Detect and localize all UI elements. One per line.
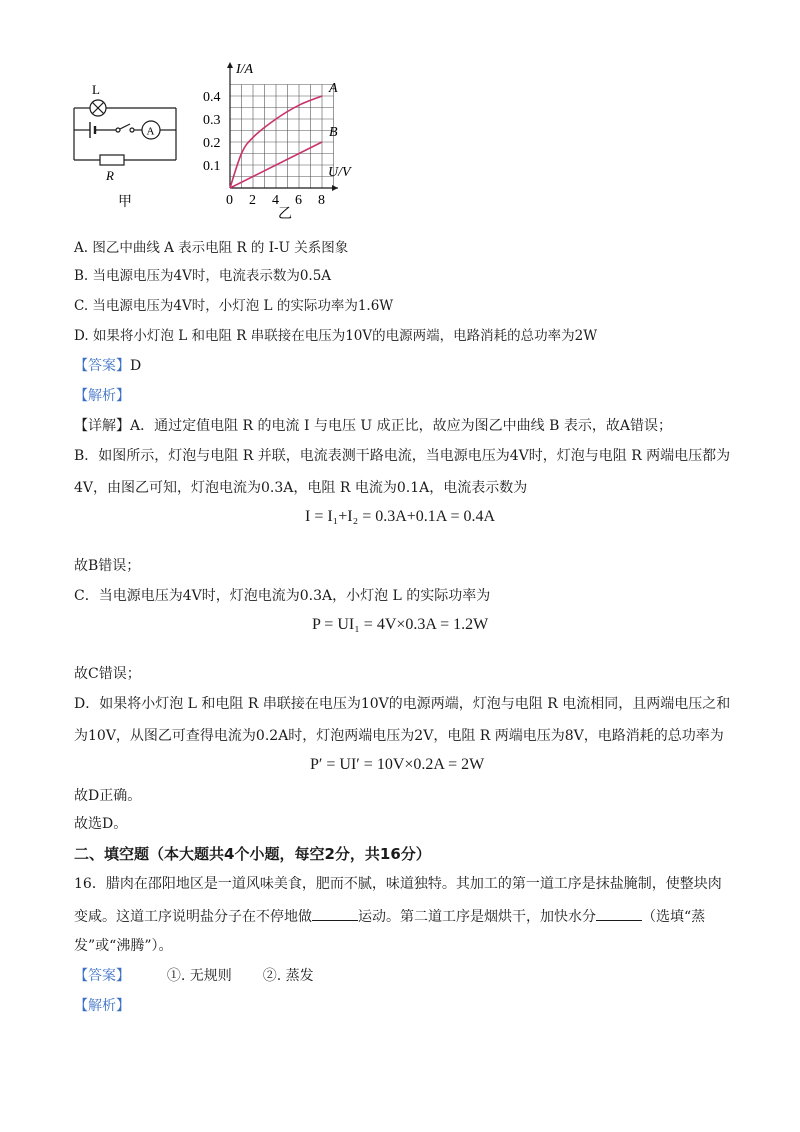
detail-text-1: A．通过定值电阻 R 的电流 I 与电压 U 成正比，故应为图乙中曲线 B 表示，故A错误； bbox=[130, 418, 672, 434]
graph-grid bbox=[230, 85, 334, 189]
q16-answer-1: ①. 无规则 bbox=[166, 968, 232, 984]
detail-line-2: B．如图所示，灯泡与电阻 R 并联，电流表测干路电流，当电源电压为4V时，灯泡与电阻 R 两端电压都为 bbox=[74, 448, 731, 464]
detail-line-1 bbox=[74, 416, 672, 436]
option-c: C. 当电源电压为4V时，小灯泡 L 的实际功率为1.6W bbox=[74, 298, 394, 314]
equation-1: I = I₁+I₂ = 0.3A+0.1A = 0.4A bbox=[305, 508, 496, 525]
equation-2: P = UI₁ = 4V×0.3A = 1.2W bbox=[312, 616, 489, 633]
option-d: D. 如果将小灯泡 L 和电阻 R 串联接在电压为10V的电源两端，电路消耗的总功率为2W bbox=[74, 328, 598, 344]
q16-text-2a: 变咸。这道工序说明盐分子在不停地做 bbox=[74, 909, 312, 925]
q16-answer-tag: 【答案】 bbox=[74, 968, 130, 984]
q16-text-2b: 运动。第二道工序是烟烘干，加快水分 bbox=[358, 909, 596, 925]
q16-line-1: 16．腊肉在邵阳地区是一道风味美食，肥而不腻，味道独特。其加工的第一道工序是抹盐腌制，使整块肉 bbox=[74, 876, 722, 892]
detail-line-3: 4V，由图乙可知，灯泡电流为0.3A，电阻 R 电流为0.1A，电流表示数为 bbox=[74, 480, 528, 496]
circuit-diagram bbox=[66, 78, 186, 213]
section-title: 二、填空题（本大题共4个小题，每空2分，共16分） bbox=[74, 845, 431, 863]
y-tick-label: 0.2 bbox=[203, 136, 221, 151]
detail-line-4: 故B错误； bbox=[74, 558, 141, 574]
q16-line-3: 发”或“沸腾”）。 bbox=[74, 938, 173, 954]
answer-tag: 【答案】 bbox=[74, 358, 130, 374]
equation-3: P′ = UI′ = 10V×0.2A = 2W bbox=[310, 756, 485, 773]
analysis-row bbox=[74, 386, 130, 406]
x-tick-label: 6 bbox=[295, 193, 302, 208]
resistor-label: R bbox=[106, 168, 114, 183]
q16-blank-1[interactable] bbox=[312, 906, 358, 921]
iu-graph bbox=[196, 56, 366, 226]
q16-answer-row bbox=[74, 966, 314, 986]
q16-blank-2[interactable] bbox=[596, 906, 642, 921]
q16-analysis-tag: 【解析】 bbox=[74, 998, 130, 1014]
y-tick-label: 0.3 bbox=[203, 113, 221, 128]
y-tick-label: 0.4 bbox=[203, 90, 221, 105]
x-tick-label: 0 bbox=[226, 193, 233, 208]
x-tick-label: 4 bbox=[272, 193, 279, 208]
y-axis-label: I/A bbox=[236, 62, 254, 77]
curve-a-label: A bbox=[329, 81, 338, 96]
detail-line-5: C．当电源电压为4V时，灯泡电流为0.3A，小灯泡 L 的实际功率为 bbox=[74, 588, 491, 604]
option-b: B. 当电源电压为4V时，电流表示数为0.5A bbox=[74, 268, 332, 284]
answer-row bbox=[74, 356, 141, 376]
detail-line-10: 故选D。 bbox=[74, 816, 128, 832]
y-tick-label: 0.1 bbox=[203, 159, 221, 174]
answer-value: D bbox=[130, 358, 142, 374]
analysis-tag: 【解析】 bbox=[74, 388, 130, 404]
x-axis-label: U/V bbox=[328, 165, 351, 180]
detail-line-7: D．如果将小灯泡 L 和电阻 R 串联接在电压为10V的电源两端，灯泡与电阻 R 电流相同，且两端电压之和 bbox=[74, 696, 731, 712]
lamp-label: L bbox=[92, 82, 100, 97]
q16-line-2 bbox=[74, 906, 705, 927]
circuit-caption: 甲 bbox=[118, 195, 132, 210]
detail-line-6: 故C错误； bbox=[74, 666, 141, 682]
ammeter-label: A bbox=[146, 125, 155, 138]
q16-text-2c: （选填“蒸 bbox=[642, 909, 706, 925]
q16-answer-2: ②. 蒸发 bbox=[262, 968, 314, 984]
curve-b-label: B bbox=[329, 125, 338, 140]
q16-analysis-row bbox=[74, 996, 130, 1016]
detail-line-8: 为10V，从图乙可查得电流为0.2A时，灯泡两端电压为2V，电阻 R 两端电压为8V，电路消耗的总功率为 bbox=[74, 728, 724, 744]
graph-axes bbox=[227, 62, 338, 191]
option-a: A. 图乙中曲线 A 表示电阻 R 的 I-U 关系图象 bbox=[74, 240, 349, 256]
x-tick-label: 8 bbox=[318, 193, 325, 208]
x-tick-label: 2 bbox=[249, 193, 256, 208]
detail-line-9: 故D正确。 bbox=[74, 788, 142, 804]
detail-tag: 【详解】 bbox=[74, 418, 130, 434]
graph-caption: 乙 bbox=[278, 207, 292, 222]
